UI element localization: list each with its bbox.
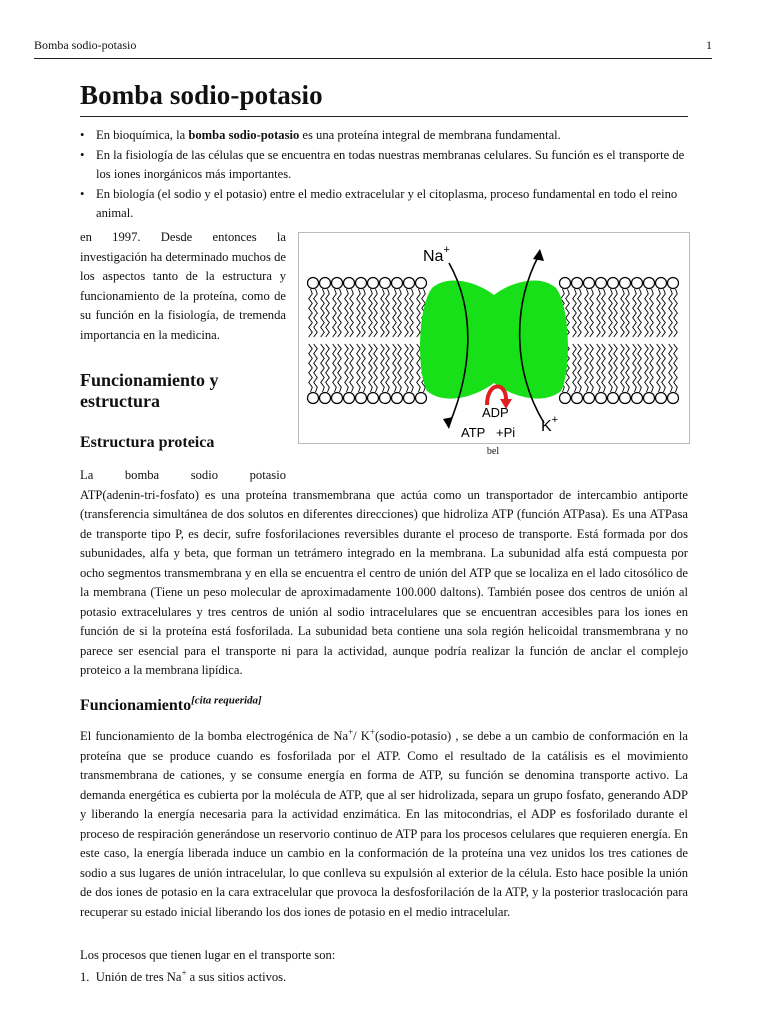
lipid-tail (633, 289, 637, 337)
lipid-head (416, 393, 427, 404)
lipid-tail (309, 344, 313, 392)
lipid-tail (309, 289, 313, 337)
lipid-head (416, 278, 427, 289)
lipid-tail (621, 344, 625, 392)
lipid-tail (405, 289, 409, 337)
lipid-head (356, 393, 367, 404)
lipid-tail (417, 289, 421, 337)
bullet-item: • En la fisiología de las células que se encuentra en todas nuestras membranas celulares. Su función es el transporte de los iones inorgánicos más importantes. (80, 146, 692, 185)
lipid-tail (345, 289, 349, 337)
lipid-tail (602, 344, 606, 392)
lipid-tail (350, 289, 354, 337)
lipid-tail (362, 289, 366, 337)
lipid-head (608, 393, 619, 404)
lipid-tail (650, 289, 654, 337)
lipid-head (656, 278, 667, 289)
process-step-1: 1. Unión de tres Na+ a sus sitios activos. (80, 967, 287, 984)
lipid-tail (638, 289, 642, 337)
lipid-tail (321, 344, 325, 392)
lipid-tail (657, 289, 661, 337)
lipid-head (392, 278, 403, 289)
lipid-tail (633, 344, 637, 392)
lipid-tail (657, 344, 661, 392)
structure-paragraph: La bomba sodio potasio ATP(adenin-tri-fosfato) es una proteína transmembrana que actúa como un transportador de intercambio antiporte (transferencia simultánea de dos solutos en diferentes direcciones) que hidroliza ATP (función ATPasa). Es una ATPasa de transporte tipo P, es decir, sufre fosforilaciones reversibles durante el proceso de transporte. Está formada por dos subunidades, alfa y beta, que forman un tetrámero integrado en la membrana. La subunidad alfa está compuesta por ocho segmentos transmembrana y en ella se encuentra el centro de unión del ATP que se localiza en el lado citosólico de la membrana (Tiene un peso molecular de aproximadamente 100.000 daltons). También posee dos centros de unión al potasio extracelulares y tres centros de unión al sodio intracelulares que se encuentran accesibles para los iones en función de si la proteína está fosforilada. La subunidad beta contiene una sola región helicoidal transmembrana y no parece ser esencial para el transporte ni para la actividad, aunque podría realizar la función de anclar el complejo proteico a la membrana lipídica. (80, 468, 688, 677)
lipid-head (308, 393, 319, 404)
lipid-head (596, 393, 607, 404)
lipid-head (560, 278, 571, 289)
subsection-heading-structure: Estructura proteica (80, 434, 215, 451)
lipid-tail (374, 289, 378, 337)
lipid-head (668, 393, 679, 404)
protein-channel (420, 280, 568, 398)
lipid-tail (609, 289, 613, 337)
lipid-head (344, 278, 355, 289)
lipid-head (644, 278, 655, 289)
citation-needed: [cita requerida] (191, 694, 262, 707)
lipid-tail (386, 344, 390, 392)
lipid-tail (417, 344, 421, 392)
intro-paragraph: en 1997. Desde entonces la investigación ha determinado muchos de los aspectos tanto de la estructura y funcionamiento de la proteína, como de su función en la fisiología, de tremenda importancia en la medicina. (80, 230, 286, 342)
lipid-tail (585, 289, 589, 337)
lipid-head (380, 393, 391, 404)
lipid-tail (381, 289, 385, 337)
lipid-tail (645, 344, 649, 392)
subsection-heading-function: Funcionamiento[cita requerida] (80, 694, 262, 714)
lipid-head (644, 393, 655, 404)
lipid-tail (314, 289, 318, 337)
lipid-tail (410, 289, 414, 337)
lipid-tail (621, 289, 625, 337)
lipid-tail (393, 344, 397, 392)
lipid-tail (410, 344, 414, 392)
section-heading: Funcionamiento y estructura (80, 370, 219, 411)
lipid-tail (638, 344, 642, 392)
page-title: Bomba sodio-potasio (80, 80, 688, 117)
lipid-head (620, 393, 631, 404)
lipid-tail (314, 344, 318, 392)
lipid-head (668, 278, 679, 289)
justified-first-line: La bomba sodio potasio (80, 468, 286, 482)
lipid-tail (669, 344, 673, 392)
lipid-tail (386, 289, 390, 337)
bold-term: bomba sodio-potasio (188, 128, 300, 142)
lipid-head (356, 278, 367, 289)
lipid-tail (674, 344, 678, 392)
lipid-head (368, 393, 379, 404)
lipid-head (632, 278, 643, 289)
intro-bullet-list (80, 126, 692, 224)
lipid-head (332, 393, 343, 404)
lipid-head (404, 393, 415, 404)
lipid-tail (374, 344, 378, 392)
lipid-tail (626, 344, 630, 392)
lipid-head (632, 393, 643, 404)
lipid-head (596, 278, 607, 289)
lipid-head (368, 278, 379, 289)
lipid-head (320, 278, 331, 289)
lipid-head (308, 278, 319, 289)
lipid-head (584, 393, 595, 404)
lipid-head (320, 393, 331, 404)
lipid-tail (362, 344, 366, 392)
lipid-tail (326, 344, 330, 392)
lipid-head (608, 278, 619, 289)
lipid-tail (357, 289, 361, 337)
lipid-head (572, 393, 583, 404)
lipid-tail (614, 344, 618, 392)
lipid-tail (398, 344, 402, 392)
bullet-item: • En biología (el sodio y el potasio) entre el medio extracelular y el citoplasma, proceso fundamental en todo el reino animal. (80, 185, 692, 224)
pump-diagram-svg (299, 233, 689, 443)
lipid-head (392, 393, 403, 404)
lipid-tail (333, 289, 337, 337)
lipid-head (584, 278, 595, 289)
bullet-item: • En bioquímica, la bomba sodio-potasio es una proteína integral de membrana fundamental. (80, 126, 692, 146)
lipid-tail (369, 344, 373, 392)
lipid-head (560, 393, 571, 404)
lipid-tail (369, 289, 373, 337)
lipid-tail (590, 289, 594, 337)
function-paragraph: El funcionamiento de la bomba electrogénica de Na+/ K+(sodio-potasio) , se debe a un cambio de conformación en la proteína que se produce cuando es fosforilada por el ATP. Como el resultado de la catálisis es el movimiento transmembrana de cationes, y se consume energía en forma de ATP, su función se denomina transporte activo. La demanda energética es cubierta por la molécula de ATP, que al ser hidrolizada, separa un grupo fosfato, generando ADP y liberando la energía necesaria para la actividad enzimática. En las mitocondrias, el ADP es fosforilado durante el proceso de respiración generándose un reservorio continuo de ATP para los procesos celulares que requieren energía. En este caso, la energía liberada induce un cambio en la conformación de la proteína una vez unidos los tres cationes de sodio a sus lugares de unión intracelular, lo que conlleva su expulsión al exterior de la célula. Esto hace posible la unión de dos iones de potasio en la cara extracelular que provoca la desfosforilación de la ATP, y la posterior traslocación para recuperar su estado inicial liberando los dos iones de potasio en el medio intracelular. (80, 726, 688, 919)
lipid-tail (662, 289, 666, 337)
lipid-tail (398, 289, 402, 337)
lipid-tail (626, 289, 630, 337)
lipid-tail (357, 344, 361, 392)
lipid-tail (650, 344, 654, 392)
lipid-head (344, 393, 355, 404)
lipid-tail (578, 344, 582, 392)
lipid-head (572, 278, 583, 289)
lipid-head (656, 393, 667, 404)
lipid-head (404, 278, 415, 289)
k-arrow-head (533, 249, 544, 261)
lipid-tail (381, 344, 385, 392)
lipid-tail (573, 344, 577, 392)
lipid-tail (597, 344, 601, 392)
lipid-tail (602, 289, 606, 337)
lipid-tail (573, 289, 577, 337)
adp-label: ADP (482, 405, 509, 420)
processes-intro: Los procesos que tienen lugar en el transporte son: (80, 948, 336, 962)
lipid-tail (614, 289, 618, 337)
lipid-tail (321, 289, 325, 337)
lipid-tail (578, 289, 582, 337)
lipid-head (620, 278, 631, 289)
lipid-tail (669, 289, 673, 337)
lipid-tail (662, 344, 666, 392)
lipid-tail (609, 344, 613, 392)
figure-caption: bel (486, 446, 500, 457)
page-number: 1 (706, 38, 712, 52)
lipid-tail (590, 344, 594, 392)
lipid-tail (350, 344, 354, 392)
lipid-head (380, 278, 391, 289)
na-label: Na+ (423, 244, 450, 265)
lipid-head (332, 278, 343, 289)
lipid-tail (345, 344, 349, 392)
lipid-tail (393, 289, 397, 337)
lipid-tail (674, 289, 678, 337)
page-header (34, 38, 712, 59)
k-label: K+ (541, 414, 559, 435)
lipid-tail (585, 344, 589, 392)
lipid-tail (597, 289, 601, 337)
pi-label: +Pi (496, 425, 516, 440)
pump-diagram (298, 232, 690, 444)
header-title: Bomba sodio-potasio (34, 38, 137, 52)
na-arrow-head (443, 417, 453, 429)
lipid-tail (338, 289, 342, 337)
lipid-tail (645, 289, 649, 337)
lipid-tail (326, 289, 330, 337)
lipid-tail (333, 344, 337, 392)
atp-label: ATP (461, 425, 486, 440)
lipid-tail (405, 344, 409, 392)
lipid-tail (338, 344, 342, 392)
